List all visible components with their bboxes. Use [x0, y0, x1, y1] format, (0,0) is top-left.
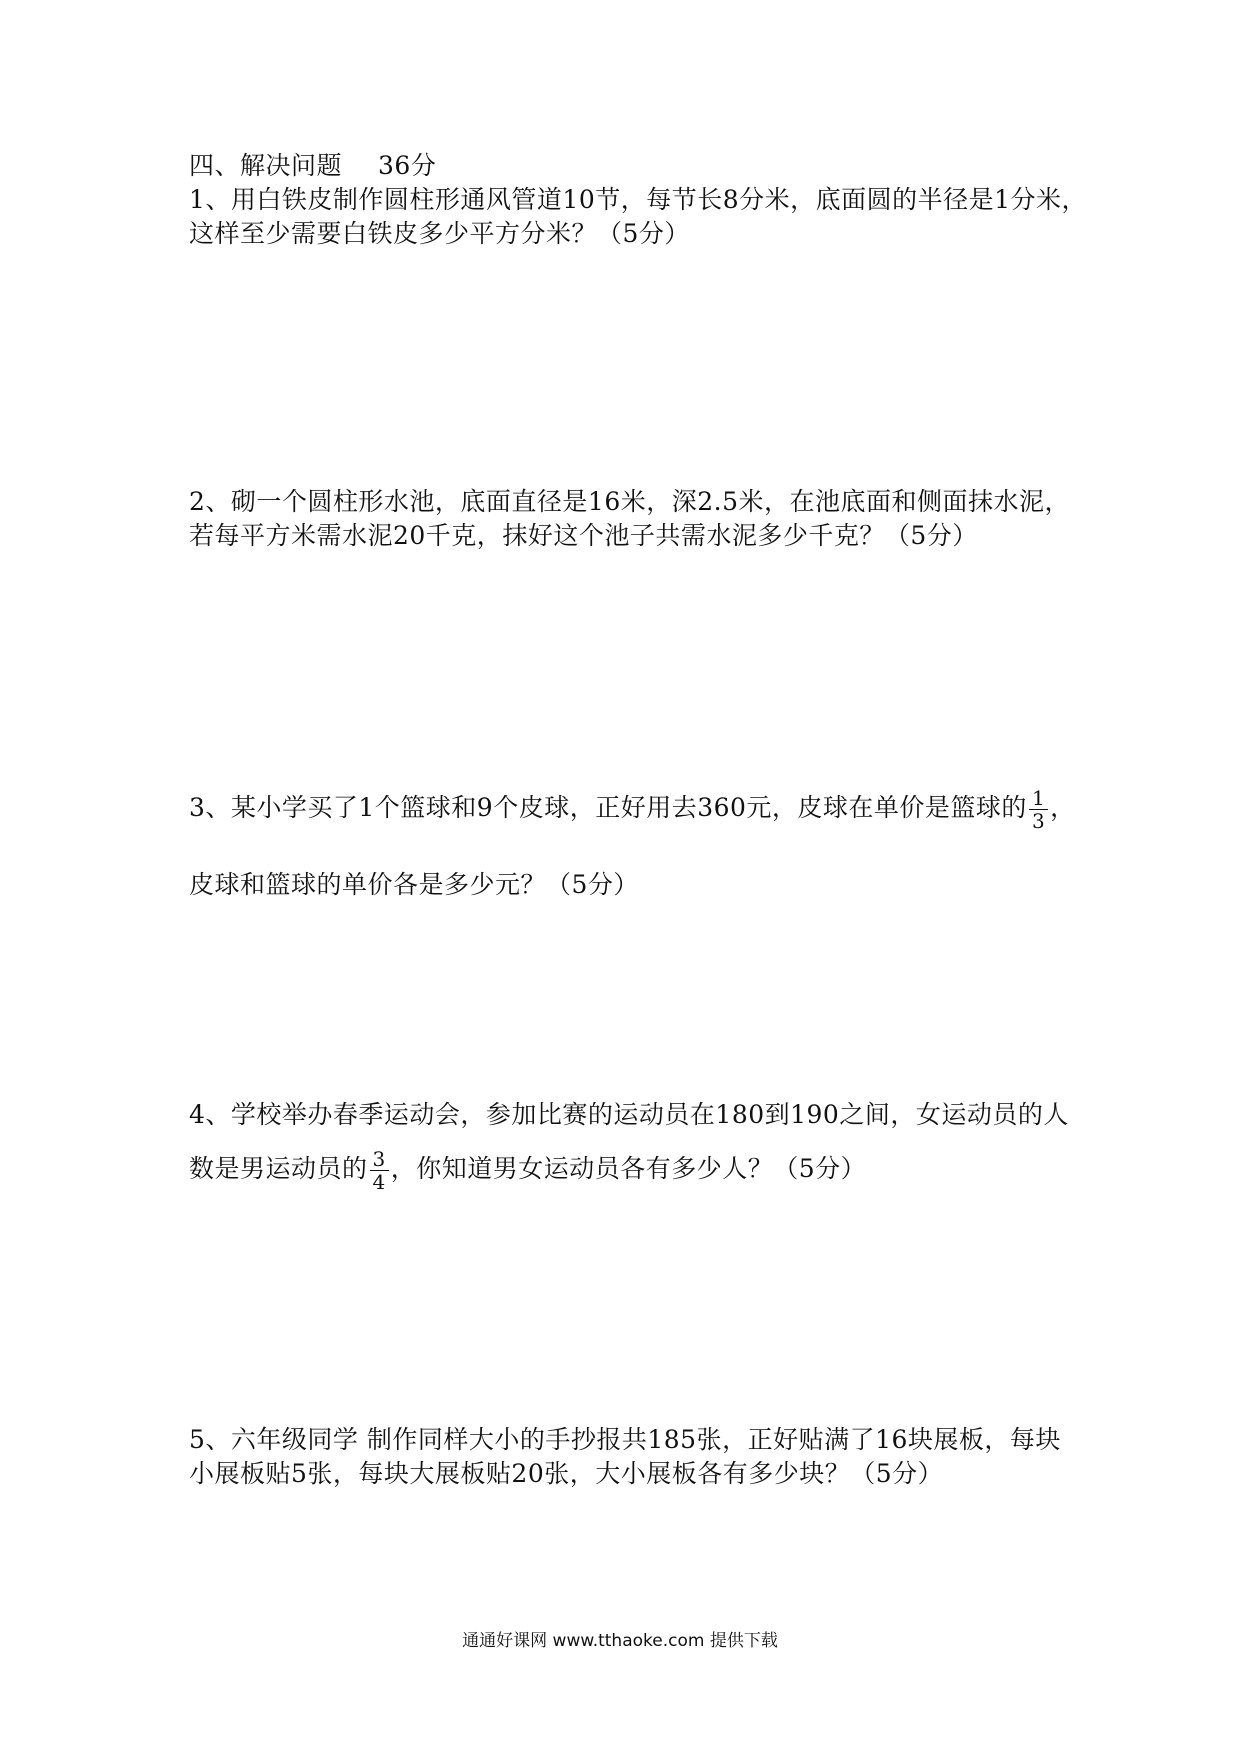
footer-url: www.tthaoke.com: [552, 1631, 705, 1651]
problem-2-line-2: 若每平方米需水泥20千克，抹好这个池子共需水泥多少千克？（5分）: [189, 521, 978, 550]
problem-3-line-2: 皮球和篮球的单价各是多少元？（5分）: [189, 870, 639, 899]
footer-suffix: 提供下载: [709, 1631, 778, 1651]
problem-5-line-1: 5、六年级同学 制作同样大小的手抄报共185张，正好贴满了16块展板，每块: [189, 1425, 1061, 1454]
fraction-denominator: 3: [1031, 809, 1046, 833]
fraction-denominator: 4: [372, 1170, 386, 1194]
section-score: 36分: [378, 151, 437, 180]
problem-1-line-1: 1、用白铁皮制作圆柱形通风管道10节，每节长8分米，底面圆的半径是1分米，: [189, 185, 1088, 214]
problem-4-line-1: 4、学校举办春季运动会，参加比赛的运动员在180到190之间，女运动员的人: [189, 1100, 1069, 1129]
fraction-one-third: [1029, 787, 1048, 832]
problem-5-line-2: 小展板贴5张，每块大展板贴20张，大小展板各有多少块？（5分）: [189, 1459, 944, 1488]
section-heading: [189, 151, 436, 181]
problem-4-text-after: ，你知道男女运动员各有多少人？（5分）: [390, 1154, 867, 1183]
page-footer: [0, 1630, 1240, 1652]
fraction-numerator: 1: [1029, 787, 1048, 810]
fraction-three-fourths: [370, 1148, 389, 1193]
problem-4-line-2: [189, 1148, 866, 1193]
problem-3-text-after: ，: [1050, 793, 1076, 822]
fraction-numerator: 3: [370, 1148, 389, 1171]
problem-1-line-2: 这样至少需要白铁皮多少平方分米？（5分）: [189, 219, 690, 248]
footer-site-name: 通通好课网: [462, 1631, 548, 1651]
problem-3-text-before: 3、某小学买了1个篮球和9个皮球，正好用去360元，皮球在单价是篮球的: [189, 793, 1027, 822]
problem-4-text-before: 数是男运动员的: [189, 1154, 368, 1183]
problem-3-line-1: [189, 787, 1076, 832]
problem-2-line-1: 2、砌一个圆柱形水池，底面直径是16米，深2.5米，在池底面和侧面抹水泥，: [189, 487, 1070, 516]
section-title: 四、解决问题: [189, 151, 343, 180]
